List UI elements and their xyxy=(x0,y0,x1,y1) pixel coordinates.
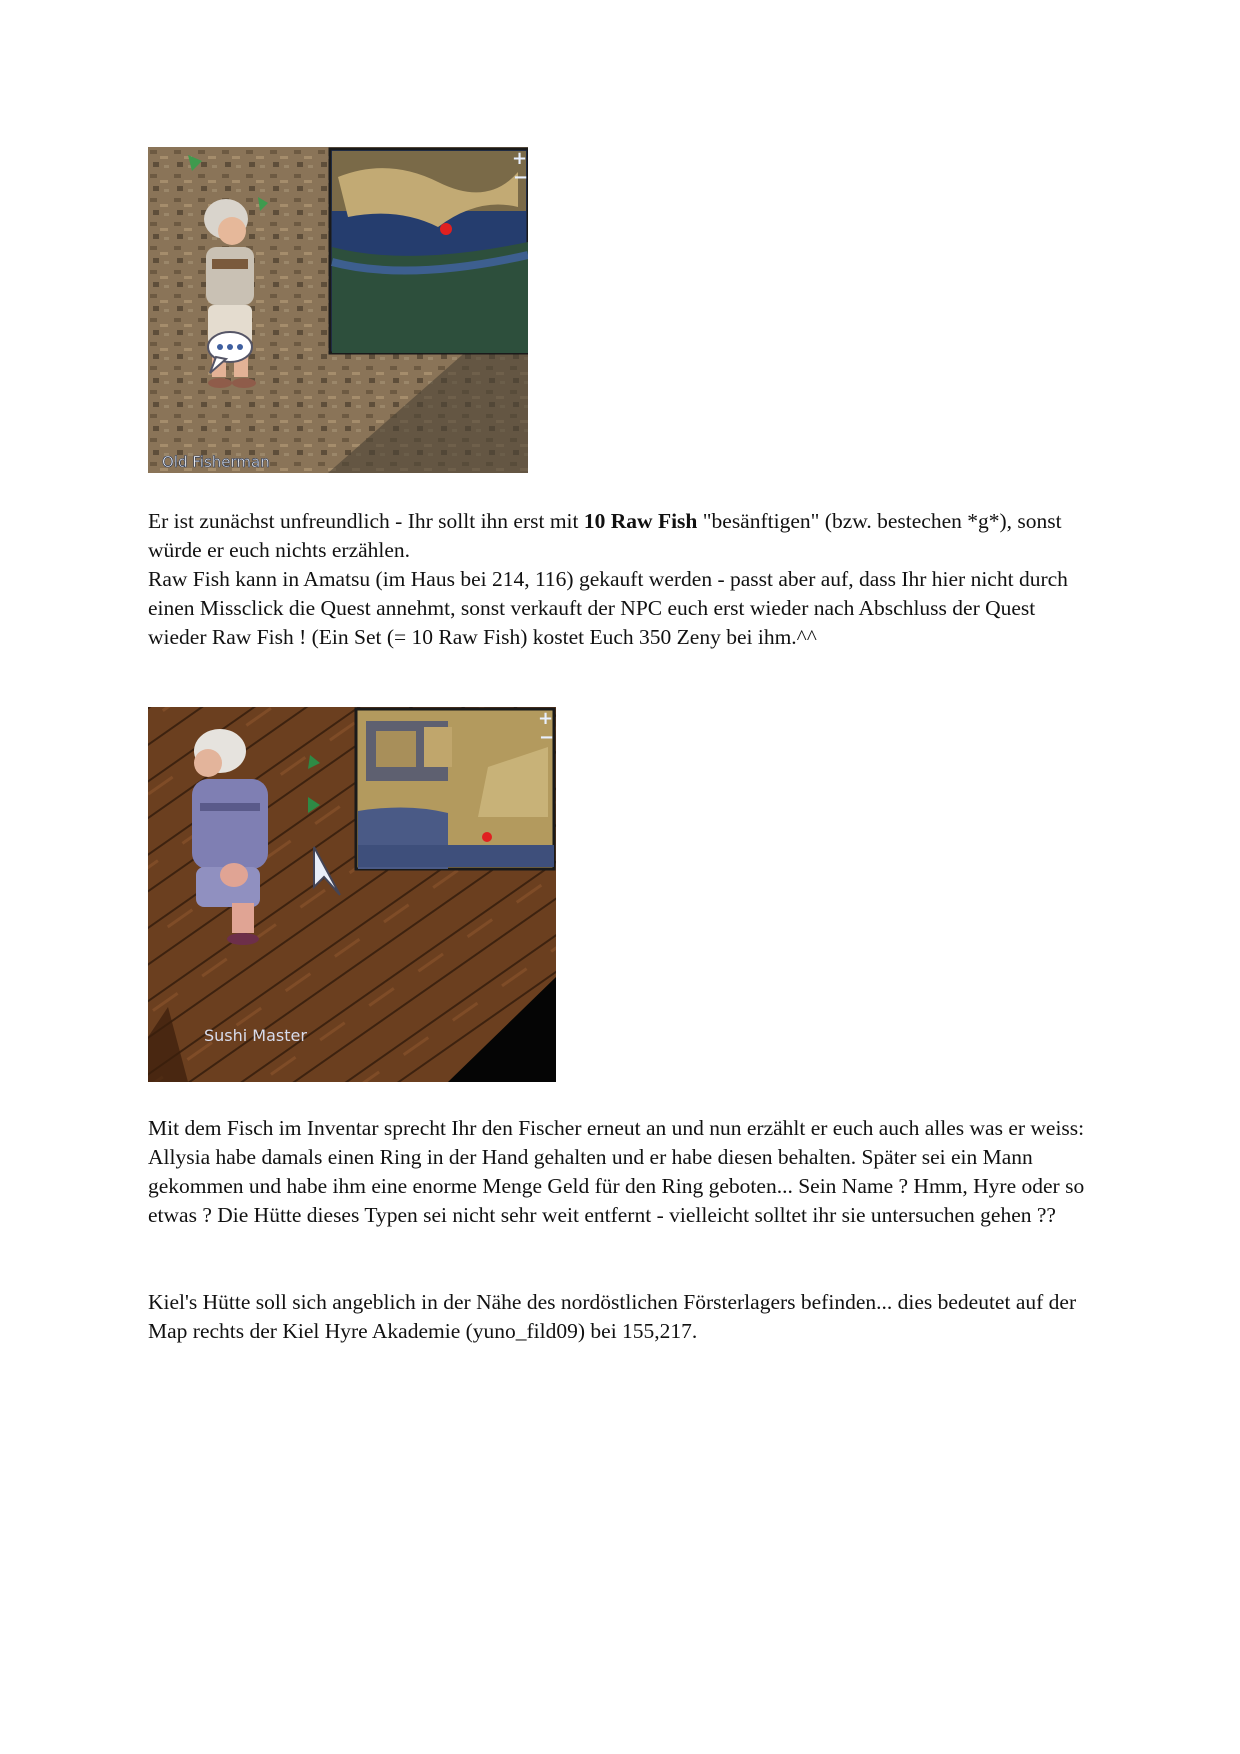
minimap-position-marker-icon xyxy=(482,832,492,842)
minimap xyxy=(356,709,554,869)
paragraph-fisherman-story: Mit dem Fisch im Inventar sprecht Ihr den Fischer erneut an und nun erzählt er euch auch alles was er weiss: Allysia habe damals einen Ring in der Hand gehalten und er habe diesen behalten. Später sei ein Mann gekommen und habe ihm eine enorme Menge Geld für den Ring geboten... Sein Name ? Hmm, Hyre oder so etwas ? Die Hütte dieses Typen sei nicht sehr weit entfernt - vielleicht solltet ihr sie untersuchen gehen ?? xyxy=(148,1116,1085,1227)
para1-text-a: Er ist zunächst unfreundlich - Ihr sollt ihn erst mit xyxy=(148,509,584,533)
para1-bold-raw-fish: 10 Raw Fish xyxy=(583,509,698,533)
minimap-position-marker-icon xyxy=(440,223,452,235)
para1-text-c: Raw Fish kann in Amatsu (im Haus bei 214, 116) gekauft werden - passt aber auf, dass Ihr hier nicht durch einen Missclick die Quest annehmt, sonst verkauft der NPC euch erst wieder nach Abschluss der Quest wieder Raw Fish ! (Ein Set (= 10 Raw Fish) kostet Euch 350 Zeny bei ihm.^^ xyxy=(148,567,1068,649)
npc-name-label: Sushi Master xyxy=(204,1026,307,1045)
paragraph-raw-fish xyxy=(148,507,1098,652)
para1-text-b: "besänftigen" (bzw. bestechen *g*), sonst würde er euch nichts erzählen. xyxy=(148,509,1062,562)
old-fisherman-screenshot xyxy=(148,147,528,473)
minimap xyxy=(330,149,528,353)
paragraph-kiel-hut: Kiel's Hütte soll sich angeblich in der Nähe des nordöstlichen Försterlagers befinden... dies bedeutet auf der Map rechts der Kiel Hyre Akademie (yuno_fild09) bei 155,217. xyxy=(148,1290,1077,1343)
zoom-in-icon: + xyxy=(538,708,554,729)
sushi-master-screenshot xyxy=(148,707,556,1082)
npc-name-label: Old Fisherman xyxy=(162,453,270,471)
zoom-in-icon: + xyxy=(512,148,528,169)
zoom-out-icon: − xyxy=(539,727,555,748)
zoom-out-icon: − xyxy=(513,167,528,188)
